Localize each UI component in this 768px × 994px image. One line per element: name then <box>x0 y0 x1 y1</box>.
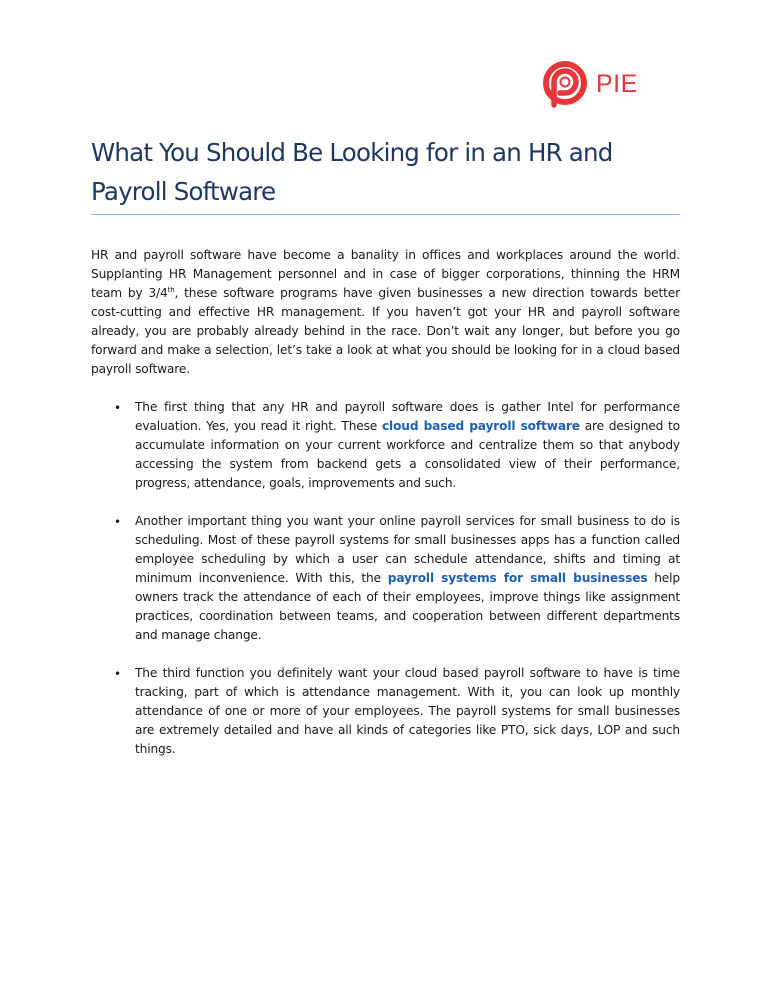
intro-text-2: , these software programs have given businesses a new direction towards better cost-cutting and effective HR management. If you haven’t got your HR and payroll software already, you are probably already behind in the race. Don’t wait any longer, but before you go forward and make a selection, let’s take a look at what you should be looking for in a cloud based payroll software. <box>91 286 680 376</box>
bullet-text: The first thing that any HR and payroll software does is gather Intel for performance evaluation. Yes, you read it right. These <box>135 400 680 433</box>
bullet-text: Another important thing you want your online payroll services for small business to do is scheduling. Most of these payroll systems for small businesses apps has a function called employee scheduling by which a user can schedule attendance, shifts and timing at minimum inconvenience. With this, the <box>135 514 680 585</box>
list-item <box>91 512 680 645</box>
bullet-text: are designed to accumulate information on your current workforce and centralize them so that anybody accessing the system from backend gets a consolidated view of their performance, progress, attendance, goals, improvements and such. <box>135 419 680 490</box>
intro-text-1: HR and payroll software have become a banality in offices and workplaces around the world. Supplanting HR Management personnel and in case of bigger corporations, thinning the HRM team by 3/4 <box>91 248 680 300</box>
bullet-icon: • <box>114 515 121 529</box>
title-divider <box>91 214 680 215</box>
bullet-text: help owners track the attendance of each of their employees, improve things like assignment practices, coordination between teams, and cooperation between different departments and manage change. <box>135 571 680 642</box>
pie-logo <box>540 58 638 110</box>
bullet-icon: • <box>114 401 121 415</box>
bullet-list <box>91 398 680 759</box>
payroll-systems-link[interactable]: payroll systems for small businesses <box>387 571 648 585</box>
bullet-text: The third function you definitely want your cloud based payroll software to have is time tracking, part of which is attendance management. With it, you can look up monthly attendance of one or more of your employees. The payroll systems for small businesses are extremely detailed and have all kinds of categories like PTO, sick days, LOP and such things. <box>135 666 680 756</box>
bullet-icon: • <box>114 667 121 681</box>
page-title: What You Should Be Looking for in an HR and Payroll Software <box>91 138 613 206</box>
logo-text: PIE <box>596 69 638 98</box>
intro-superscript: th <box>167 285 175 294</box>
pie-logo-icon <box>540 58 590 110</box>
list-item <box>91 664 680 759</box>
cloud-payroll-link[interactable]: cloud based payroll software <box>381 419 580 433</box>
list-item <box>91 398 680 493</box>
intro-paragraph <box>91 246 680 379</box>
